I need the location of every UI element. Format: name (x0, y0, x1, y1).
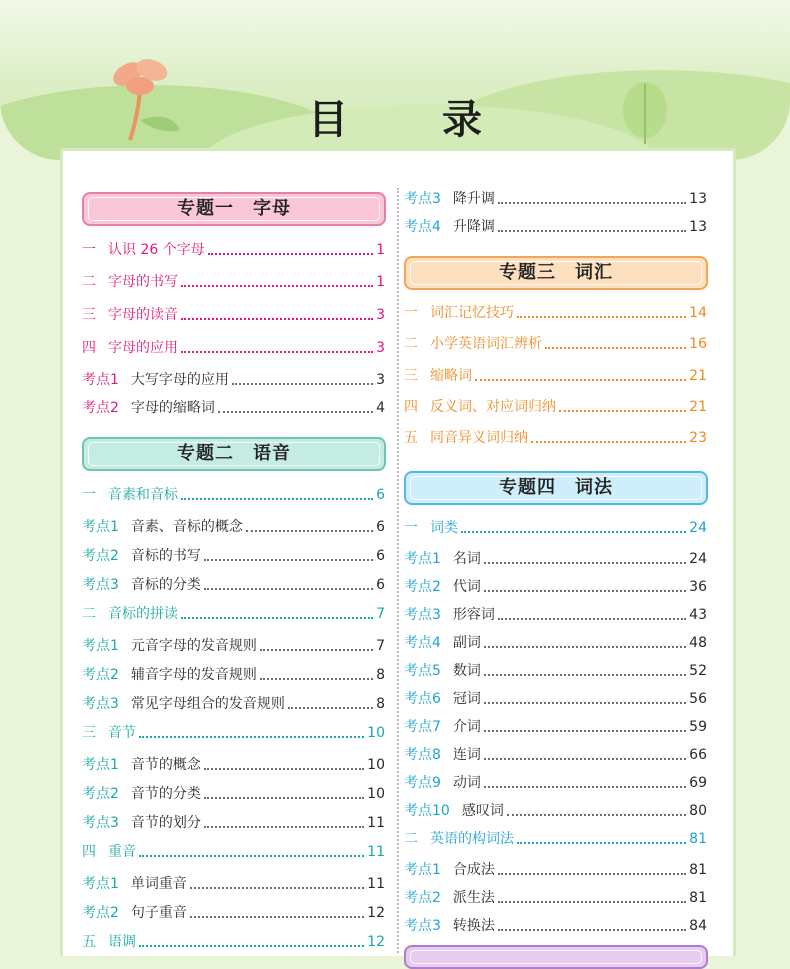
entry-title: 反义词、对应词归纳 (430, 399, 556, 415)
entry-number: 二 (404, 831, 418, 847)
topic4-banner (404, 471, 708, 505)
entry-number: 五 (82, 934, 96, 950)
entry-page: 48 (689, 635, 707, 651)
entry-page: 11 (367, 844, 385, 860)
entry-page: 6 (376, 519, 385, 535)
toc-entry[interactable] (82, 902, 385, 924)
toc-entry[interactable] (404, 517, 707, 539)
entry-page: 3 (376, 340, 385, 356)
entry-number: 考点1 (82, 519, 119, 535)
column-divider (397, 188, 399, 953)
entry-number: 考点1 (404, 862, 441, 878)
entry-number: 考点2 (82, 400, 119, 416)
entry-number: 一 (82, 487, 96, 503)
toc-entry[interactable] (82, 484, 385, 506)
entry-page: 13 (689, 219, 707, 235)
toc-entry[interactable] (404, 716, 707, 738)
leader-dots (517, 842, 686, 844)
topic4-title: 专题四 词法 (499, 477, 613, 498)
leader-dots (531, 441, 686, 443)
entry-number: 考点3 (82, 577, 119, 593)
leader-dots (204, 588, 373, 590)
toc-entry[interactable] (82, 873, 385, 895)
entry-title: 缩略词 (430, 368, 472, 384)
entry-number: 考点2 (82, 905, 119, 921)
entry-page: 8 (376, 667, 385, 683)
topic2-title: 专题二 语音 (177, 443, 291, 464)
entry-number: 二 (82, 274, 96, 290)
entry-page: 11 (367, 876, 385, 892)
leader-dots (181, 318, 373, 320)
leader-dots (475, 379, 686, 381)
leader-dots (461, 531, 686, 533)
entry-page: 21 (689, 399, 707, 415)
entry-page: 11 (367, 815, 385, 831)
entry-title: 音节的分类 (130, 786, 201, 802)
toc-entry[interactable] (404, 396, 707, 418)
entry-title: 小学英语词汇辨析 (430, 336, 542, 352)
entry-number: 考点3 (404, 607, 441, 623)
page-title: 目 录 (308, 97, 522, 143)
entry-number: 考点2 (82, 786, 119, 802)
entry-number: 考点1 (404, 551, 441, 567)
entry-page: 56 (689, 691, 707, 707)
entry-page: 59 (689, 719, 707, 735)
entry-title: 辅音字母的发音规则 (130, 667, 257, 683)
toc-entry[interactable] (404, 365, 707, 387)
entry-title: 句子重音 (130, 905, 187, 921)
entry-title: 重音 (108, 844, 136, 860)
entry-title: 音素、音标的概念 (130, 519, 243, 535)
toc-entry[interactable] (82, 369, 385, 391)
leader-dots (181, 498, 373, 500)
toc-entry[interactable] (404, 632, 707, 654)
toc-entry[interactable] (404, 915, 707, 937)
entry-page: 8 (376, 696, 385, 712)
entry-title: 冠词 (452, 691, 481, 707)
leader-dots (260, 678, 373, 680)
toc-entry[interactable] (82, 635, 385, 657)
entry-number: 考点1 (82, 638, 119, 654)
leader-dots (260, 649, 373, 651)
entry-title: 字母的读音 (108, 307, 178, 323)
toc-entry[interactable] (404, 604, 707, 626)
entry-title: 感叹词 (461, 803, 504, 819)
entry-number: 三 (82, 307, 96, 323)
leader-dots (246, 530, 373, 532)
leader-dots (484, 646, 686, 648)
entry-title: 合成法 (452, 862, 495, 878)
toc-entry[interactable] (82, 304, 385, 326)
entry-title: 数词 (452, 663, 481, 679)
entry-number: 考点2 (404, 890, 441, 906)
leader-dots (559, 410, 686, 412)
leader-dots (139, 736, 364, 738)
entry-title: 升降调 (452, 219, 495, 235)
leader-dots (484, 702, 686, 704)
entry-title: 名词 (452, 551, 481, 567)
entry-page: 10 (367, 757, 385, 773)
toc-entry[interactable] (404, 188, 707, 210)
entry-title: 音标的拼读 (108, 606, 178, 622)
leader-dots (204, 797, 364, 799)
entry-page: 10 (367, 725, 385, 741)
leader-dots (498, 873, 686, 875)
leader-dots (507, 814, 686, 816)
entry-number: 考点7 (404, 719, 441, 735)
toc-entry[interactable] (82, 337, 385, 359)
next-topic-banner (404, 945, 708, 969)
entry-page: 7 (376, 606, 385, 622)
entry-title: 音标的分类 (130, 577, 201, 593)
toc-entry[interactable] (82, 516, 385, 538)
entry-title: 大写字母的应用 (130, 372, 229, 388)
entry-page: 80 (689, 803, 707, 819)
toc-entry[interactable] (404, 333, 707, 355)
entry-title: 词汇记忆技巧 (430, 305, 514, 321)
toc-entry[interactable] (404, 302, 707, 324)
leader-dots (204, 826, 364, 828)
toc-entry[interactable] (404, 548, 707, 570)
entry-number: 考点2 (82, 548, 119, 564)
entry-title: 转换法 (452, 918, 495, 934)
entry-number: 一 (82, 242, 96, 258)
toc-entry[interactable] (82, 841, 385, 863)
entry-number: 四 (82, 340, 96, 356)
entry-title: 认识 26 个字母 (108, 242, 205, 258)
entry-number: 四 (404, 399, 418, 415)
leader-dots (498, 202, 686, 204)
topic3-banner (404, 256, 708, 290)
toc-entry[interactable] (404, 859, 707, 881)
entry-title: 字母的应用 (108, 340, 178, 356)
toc-entry[interactable] (82, 722, 385, 744)
leader-dots (498, 901, 686, 903)
entry-number: 考点3 (82, 696, 119, 712)
leader-dots (204, 768, 364, 770)
leader-dots (498, 230, 686, 232)
toc-entry[interactable] (404, 216, 707, 238)
entry-title: 英语的构词法 (430, 831, 514, 847)
leader-dots (218, 411, 373, 413)
toc-entry[interactable] (404, 887, 707, 909)
header-banner (0, 0, 790, 160)
topic2-banner (82, 437, 386, 471)
entry-number: 考点3 (82, 815, 119, 831)
entry-number: 考点1 (82, 372, 119, 388)
entry-number: 考点10 (404, 803, 450, 819)
entry-page: 13 (689, 191, 707, 207)
toc-entry[interactable] (82, 239, 385, 261)
entry-page: 12 (367, 905, 385, 921)
leader-dots (181, 351, 373, 353)
leader-dots (181, 617, 373, 619)
toc-entry[interactable] (404, 427, 707, 449)
toc-entry[interactable] (404, 576, 707, 598)
entry-number: 考点2 (404, 579, 441, 595)
toc-entry[interactable] (404, 772, 707, 794)
entry-page: 24 (689, 551, 707, 567)
entry-page: 4 (376, 400, 385, 416)
leader-dots (190, 916, 364, 918)
entry-number: 考点8 (404, 747, 441, 763)
entry-number: 三 (404, 368, 418, 384)
entry-title: 单词重音 (130, 876, 187, 892)
entry-page: 24 (689, 520, 707, 536)
entry-page: 16 (689, 336, 707, 352)
entry-number: 一 (404, 305, 418, 321)
entry-page: 81 (689, 862, 707, 878)
entry-number: 考点4 (404, 219, 441, 235)
leader-dots (484, 786, 686, 788)
toc-entry[interactable] (82, 812, 385, 834)
entry-page: 81 (689, 831, 707, 847)
leader-dots (288, 707, 373, 709)
entry-page: 1 (376, 274, 385, 290)
toc-entry[interactable] (404, 828, 707, 850)
entry-page: 12 (367, 934, 385, 950)
entry-title: 形容词 (452, 607, 495, 623)
entry-title: 语调 (108, 934, 136, 950)
entry-number: 考点3 (404, 918, 441, 934)
entry-number: 二 (404, 336, 418, 352)
entry-title: 动词 (452, 775, 481, 791)
entry-page: 6 (376, 577, 385, 593)
entry-page: 69 (689, 775, 707, 791)
topic1-banner (82, 192, 386, 226)
leader-dots (139, 855, 364, 857)
leader-dots (484, 730, 686, 732)
entry-page: 36 (689, 579, 707, 595)
leader-dots (484, 590, 686, 592)
leader-dots (232, 383, 373, 385)
entry-page: 10 (367, 786, 385, 802)
entry-title: 常见字母组合的发音规则 (130, 696, 285, 712)
entry-page: 52 (689, 663, 707, 679)
entry-number: 考点5 (404, 663, 441, 679)
leader-dots (498, 618, 686, 620)
entry-page: 6 (376, 487, 385, 503)
entry-number: 考点1 (82, 757, 119, 773)
entry-page: 84 (689, 918, 707, 934)
entry-page: 6 (376, 548, 385, 564)
entry-number: 考点9 (404, 775, 441, 791)
toc-entry[interactable] (82, 693, 385, 715)
entry-number: 考点3 (404, 191, 441, 207)
toc-entry[interactable] (82, 574, 385, 596)
topic1-title: 专题一 字母 (177, 198, 291, 219)
leader-dots (517, 316, 686, 318)
entry-number: 三 (82, 725, 96, 741)
toc-entry[interactable] (404, 660, 707, 682)
leader-dots (484, 674, 686, 676)
entry-page: 43 (689, 607, 707, 623)
entry-title: 词类 (430, 520, 458, 536)
entry-page: 21 (689, 368, 707, 384)
entry-page: 81 (689, 890, 707, 906)
entry-number: 二 (82, 606, 96, 622)
entry-page: 7 (376, 638, 385, 654)
toc-entry[interactable] (82, 754, 385, 776)
entry-title: 代词 (452, 579, 481, 595)
toc-entry[interactable] (404, 688, 707, 710)
entry-title: 连词 (452, 747, 481, 763)
toc-entry[interactable] (404, 744, 707, 766)
toc-entry[interactable] (82, 931, 385, 953)
entry-title: 音节 (108, 725, 136, 741)
entry-title: 字母的缩略词 (130, 400, 215, 416)
leader-dots (139, 945, 364, 947)
entry-number: 一 (404, 520, 418, 536)
toc-entry[interactable] (82, 397, 385, 419)
entry-title: 元音字母的发音规则 (130, 638, 257, 654)
entry-title: 派生法 (452, 890, 495, 906)
leader-dots (190, 887, 364, 889)
leader-dots (484, 562, 686, 564)
leader-dots (204, 559, 373, 561)
entry-number: 考点4 (404, 635, 441, 651)
leader-dots (498, 929, 686, 931)
leader-dots (181, 285, 373, 287)
entry-page: 3 (376, 307, 385, 323)
entry-page: 1 (376, 242, 385, 258)
entry-page: 23 (689, 430, 707, 446)
entry-title: 音节的划分 (130, 815, 201, 831)
entry-page: 66 (689, 747, 707, 763)
entry-title: 音素和音标 (108, 487, 178, 503)
entry-page: 3 (376, 372, 385, 388)
leader-dots (545, 347, 686, 349)
toc-entry[interactable] (82, 664, 385, 686)
entry-number: 考点6 (404, 691, 441, 707)
entry-number: 四 (82, 844, 96, 860)
entry-title: 同音异义词归纳 (430, 430, 528, 446)
topic3-title: 专题三 词汇 (499, 262, 613, 283)
toc-entry[interactable] (82, 603, 385, 625)
entry-number: 考点1 (82, 876, 119, 892)
entry-page: 14 (689, 305, 707, 321)
toc-entry[interactable] (82, 545, 385, 567)
toc-entry[interactable] (82, 271, 385, 293)
entry-number: 五 (404, 430, 418, 446)
leader-dots (484, 758, 686, 760)
entry-title: 副词 (452, 635, 481, 651)
toc-entry[interactable] (82, 783, 385, 805)
leader-dots (208, 253, 373, 255)
entry-number: 考点2 (82, 667, 119, 683)
entry-title: 介词 (452, 719, 481, 735)
entry-title: 降升调 (452, 191, 495, 207)
entry-title: 字母的书写 (108, 274, 178, 290)
entry-title: 音标的书写 (130, 548, 201, 564)
toc-entry[interactable] (404, 800, 707, 822)
entry-title: 音节的概念 (130, 757, 201, 773)
